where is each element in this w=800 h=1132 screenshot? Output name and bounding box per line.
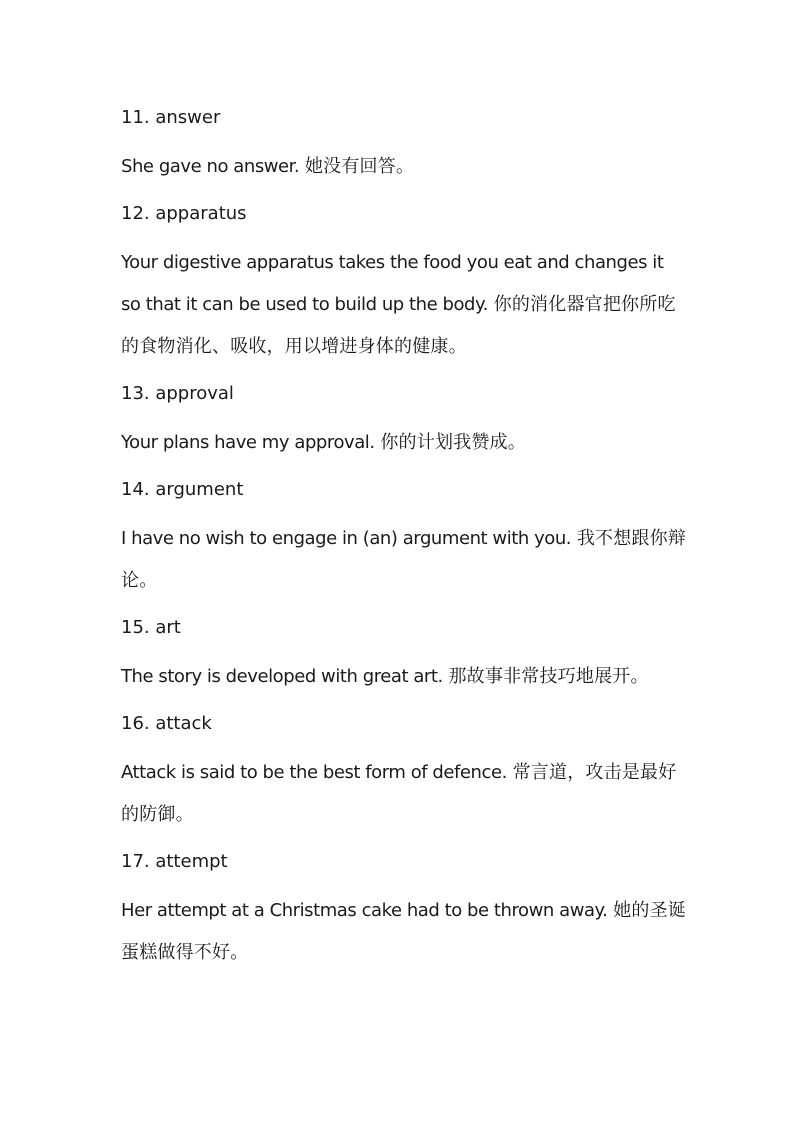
english-sentence: Your plans have my approval. (121, 432, 375, 453)
english-sentence: Her attempt at a Christmas cake had to be thrown away. (121, 900, 608, 921)
english-sentence: Your digestive apparatus takes the food you eat and changes it so that it can be used to build up the body. (121, 252, 664, 315)
chinese-translation: 常言道，攻击是最好的防御。 (121, 762, 677, 825)
example-sentence (121, 518, 687, 602)
chinese-translation: 那故事非常技巧地展开。 (448, 666, 649, 687)
vocab-entry-attack (121, 710, 687, 836)
example-sentence (121, 656, 687, 698)
vocab-entry-attempt (121, 848, 687, 974)
example-sentence (121, 146, 687, 188)
english-sentence: She gave no answer. (121, 156, 300, 177)
example-sentence (121, 752, 687, 836)
vocab-entry-approval (121, 380, 687, 464)
entry-heading: 13. approval (121, 383, 234, 404)
english-sentence: I have no wish to engage in (an) argument with you. (121, 528, 572, 549)
entry-heading: 16. attack (121, 713, 212, 734)
vocab-entry-argument (121, 476, 687, 602)
entry-heading: 17. attempt (121, 851, 228, 872)
example-sentence (121, 242, 687, 368)
entry-heading: 15. art (121, 617, 181, 638)
vocab-entry-art (121, 614, 687, 698)
chinese-translation: 你的消化器官把你所吃的食物消化、吸收，用以增进身体的健康。 (121, 294, 676, 357)
document-page (121, 104, 687, 986)
english-sentence: The story is developed with great art. (121, 666, 443, 687)
chinese-translation: 她没有回答。 (304, 156, 415, 177)
example-sentence (121, 890, 687, 974)
entry-heading: 11. answer (121, 107, 221, 128)
chinese-translation: 她的圣诞蛋糕做得不好。 (121, 900, 687, 963)
example-sentence (121, 422, 687, 464)
chinese-translation: 你的计划我赞成。 (380, 432, 526, 453)
vocab-entry-answer (121, 104, 687, 188)
chinese-translation: 我不想跟你辩论。 (121, 528, 687, 591)
entry-heading: 14. argument (121, 479, 244, 500)
entry-heading: 12. apparatus (121, 203, 247, 224)
vocab-entry-apparatus (121, 200, 687, 368)
english-sentence: Attack is said to be the best form of defence. (121, 762, 507, 783)
